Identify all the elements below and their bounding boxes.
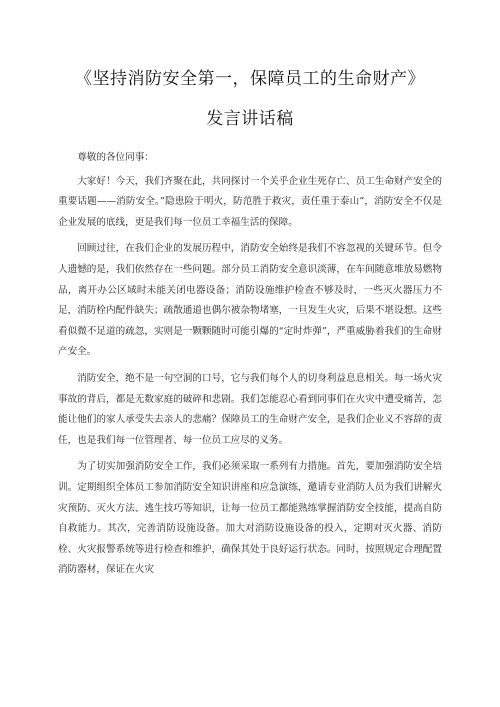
paragraph-1: 大家好！今天，我们齐聚在此，共同探讨一个关乎企业生死存亡、员工生命财产安全的重要话题——消防安全。”隐患险于明火，防范胜于救灾，责任重于泰山”，消防安全不仅是企业发展的底线，更是我们每一位员工幸福生活的保障。 — [58, 175, 442, 228]
salutation: 尊敬的各位同事： — [77, 152, 154, 163]
paragraph-3: 消防安全，绝不是一句空洞的口号，它与我们每个人的切身利益息息相关。每一场火灾事故的背后，都是无数家庭的破碎和悲剧。我们怎能忍心看到同事们在火灾中遭受痛苦，怎能让他们的家人承受失去亲人的悲痛？保障员工的生命财产安全，是我们企业义不容辞的责任，也是我们每一位管理者、每一位员工应尽的义务。 — [58, 372, 442, 446]
document-body — [58, 148, 442, 587]
document-title-line-1: 《坚持消防安全第一，保障员工的生命财产》 — [75, 69, 425, 89]
paragraph-2: 回顾过往，在我们企业的发展历程中，消防安全始终是我们不容忽视的关键环节。但令人遗憾的是，我们依然存在一些问题。部分员工消防安全意识淡薄，在车间随意堆放易燃物品，离开办公区域时未能关闭电器设备；消防设施维护检查不够及时，一些灭火器压力不足，消防栓内配件缺失；疏散通道也偶尔被杂物堵塞，一旦发生火灾，后果不堪设想。这些看似微不足道的疏忽，实则是一颗颗随时可能引爆的“定时炸弹”，严重威胁着我们的生命财产安全。 — [58, 243, 442, 358]
document-title-line-2: 发言讲话稿 — [206, 109, 294, 129]
paragraph-4: 为了切实加强消防安全工作，我们必须采取一系列有力措施。首先，要加强消防安全培训。定期组织全体员工参加消防安全知识讲座和应急演练，邀请专业消防人员为我们讲解火灾预防、灭火方法、逃生技巧等知识，让每一位员工都能熟练掌握消防安全技能，提高自防自救能力。其次，完善消防设施设备。加大对消防设施设备的投入，定期对灭火器、消防栓、火灾报警系统等进行检查和维护，确保其处于良好运行状态。同时，按照规定合理配置消防器材，保证在火灾 — [58, 461, 442, 576]
